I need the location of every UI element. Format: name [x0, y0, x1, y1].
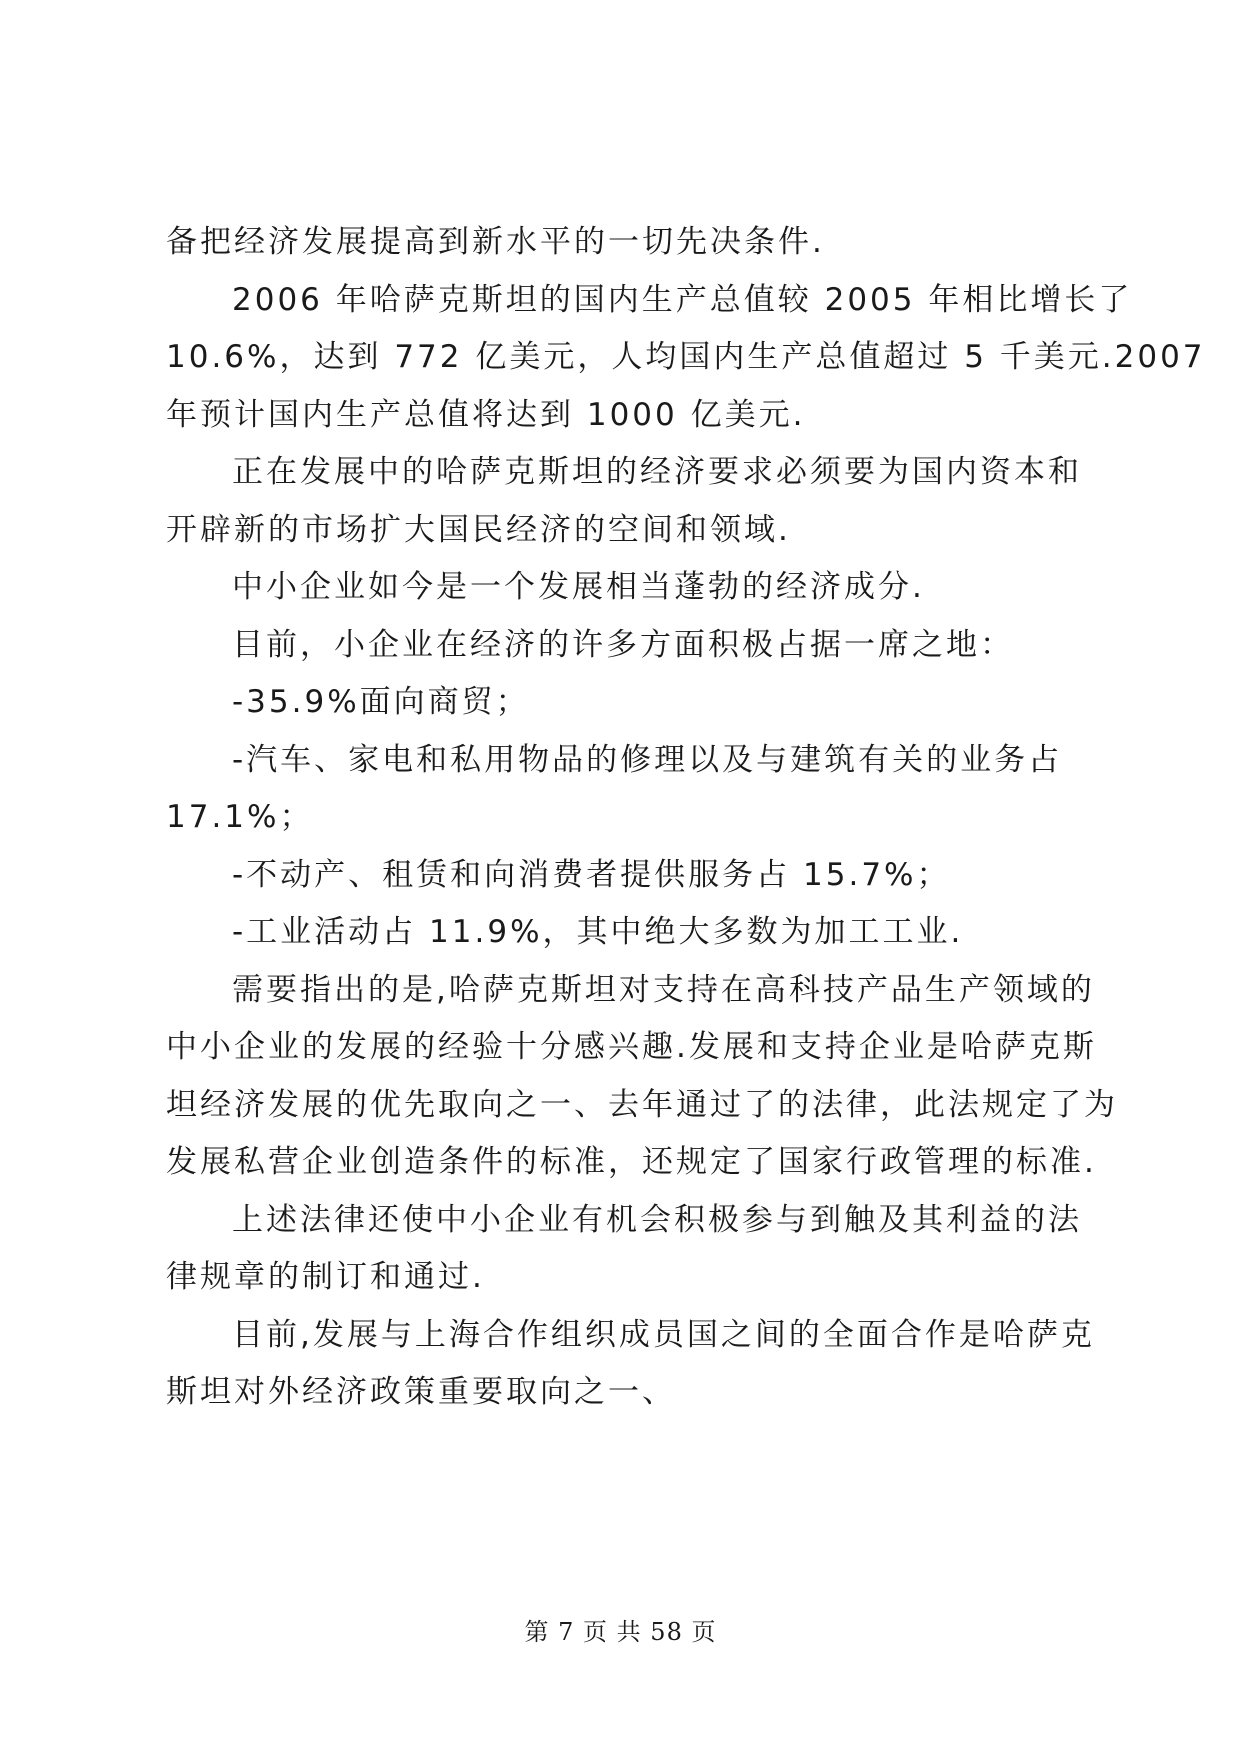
text-line: -不动产、租赁和向消费者提供服务占 15.7%； — [232, 857, 951, 893]
text-line: -35.9%面向商贸； — [232, 684, 530, 720]
text-line: 发展私营企业创造条件的标准，还规定了国家行政管理的标准. — [166, 1144, 1097, 1180]
text-line: 中小企业如今是一个发展相当蓬勃的经济成分. — [232, 569, 925, 605]
text-line: 正在发展中的哈萨克斯坦的经济要求必须要为国内资本和 — [232, 454, 1082, 490]
text-line: 中小企业的发展的经验十分感兴趣.发展和支持企业是哈萨克斯 — [166, 1029, 1097, 1065]
text-line: 开辟新的市场扩大国民经济的空间和领域. — [166, 512, 791, 548]
text-line: -汽车、家电和私用物品的修理以及与建筑有关的业务占 — [232, 742, 1063, 778]
text-line: 备把经济发展提高到新水平的一切先决条件. — [166, 224, 825, 260]
text-line: 坦经济发展的优先取向之一、去年通过了的法律，此法规定了为 — [166, 1087, 1118, 1123]
text-line: 年预计国内生产总值将达到 1000 亿美元. — [166, 397, 806, 433]
text-line: -工业活动占 11.9%，其中绝大多数为加工工业. — [232, 914, 964, 950]
text-line: 17.1%； — [166, 799, 314, 835]
text-line: 斯坦对外经济政策重要取向之一、 — [166, 1374, 676, 1410]
text-line: 目前，小企业在经济的许多方面积极占据一席之地： — [232, 627, 1014, 663]
text-line: 目前,发展与上海合作组织成员国之间的全面合作是哈萨克 — [232, 1317, 1095, 1353]
text-line: 10.6%，达到 772 亿美元，人均国内生产总值超过 5 千美元.2007 — [166, 339, 1206, 375]
page-footer — [0, 1612, 1241, 1647]
text-line: 2006 年哈萨克斯坦的国内生产总值较 2005 年相比增长了 — [232, 282, 1133, 318]
text-line: 上述法律还使中小企业有机会积极参与到触及其利益的法 — [232, 1202, 1082, 1238]
text-line: 律规章的制订和通过. — [166, 1259, 485, 1295]
page-number-label: 第 7 页 共 58 页 — [524, 1618, 717, 1646]
text-line: 需要指出的是,哈萨克斯坦对支持在高科技产品生产领域的 — [232, 972, 1095, 1008]
